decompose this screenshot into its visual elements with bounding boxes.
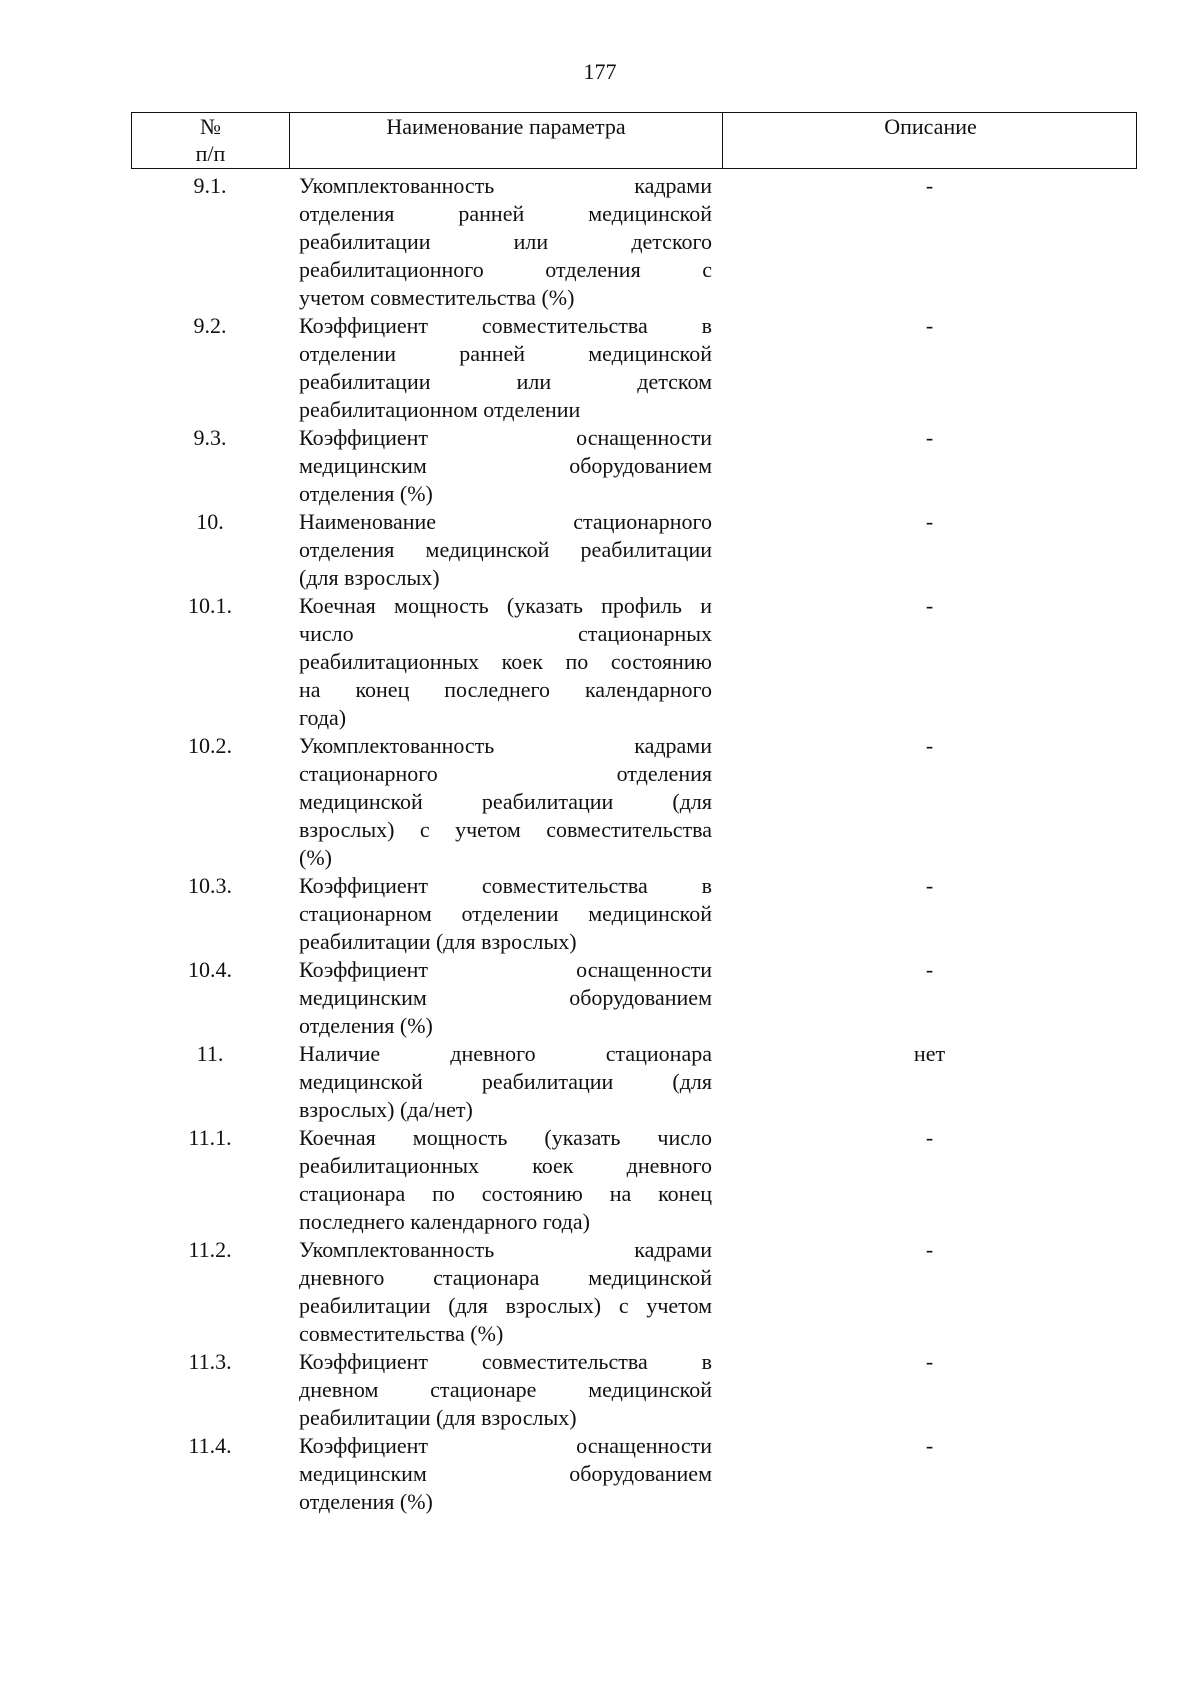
row-parameter-name (289, 1348, 722, 1432)
row-number: 11.3. (188, 1349, 232, 1374)
row-parameter-name (289, 592, 722, 732)
parameter-name-line: (%) (299, 845, 332, 870)
parameter-name-line: реабилитации (для взрослых) (299, 1405, 577, 1430)
parameter-name-line: Укомплектованность кадрами (299, 1237, 712, 1262)
parameter-name-line: (для взрослых) (299, 565, 440, 590)
parameter-name-line: Наличие дневного стационара (299, 1041, 712, 1066)
row-parameter-name (289, 1124, 722, 1236)
parameter-name-line: реабилитационного отделения с (299, 257, 712, 282)
row-description: - (925, 957, 934, 982)
row-parameter-name (289, 872, 722, 956)
parameter-name-line: Наименование стационарного (299, 509, 712, 534)
parameter-name-line: медицинской реабилитации (для (299, 1069, 712, 1094)
row-number: 9.3. (193, 425, 227, 450)
table-body (131, 172, 1137, 1516)
row-number: 10.3. (188, 873, 232, 898)
parameter-name-line: Коэффициент совместительства в (299, 873, 712, 898)
parameter-name-line: стационарного отделения (299, 761, 712, 786)
parameter-name-line: Коэффициент оснащенности (299, 425, 712, 450)
row-description: - (925, 173, 934, 198)
row-number: 10.2. (188, 733, 232, 758)
row-description: - (925, 425, 934, 450)
table-row (131, 872, 1137, 956)
parameter-name-line: Коечная мощность (указать число (299, 1125, 712, 1150)
table-row (131, 424, 1137, 508)
row-number: 9.2. (193, 313, 227, 338)
row-parameter-name (289, 508, 722, 592)
row-number: 10.1. (188, 593, 232, 618)
row-description: - (925, 1433, 934, 1458)
row-parameter-name (289, 732, 722, 872)
table-row (131, 956, 1137, 1040)
parameter-name-line: реабилитации или детском (299, 369, 712, 394)
parameter-name-line: последнего календарного года) (299, 1209, 590, 1234)
row-description: - (925, 1349, 934, 1374)
parameter-name-line: отделения ранней медицинской (299, 201, 712, 226)
row-description: - (925, 313, 934, 338)
row-number: 11. (196, 1041, 224, 1066)
row-number: 10. (196, 509, 224, 534)
parameter-name-line: дневном стационаре медицинской (299, 1377, 712, 1402)
row-description: - (925, 509, 934, 534)
parameter-name-line: года) (299, 705, 347, 730)
row-parameter-name (289, 172, 722, 312)
table-header (131, 112, 1137, 169)
parameter-name-line: отделении ранней медицинской (299, 341, 712, 366)
row-number: 11.2. (188, 1237, 232, 1262)
row-number: 10.4. (188, 957, 232, 982)
row-number: 9.1. (193, 173, 227, 198)
parameter-name-line: стационара по состоянию на конец (299, 1181, 712, 1206)
row-description: - (925, 733, 934, 758)
parameter-name-line: медицинским оборудованием (299, 453, 712, 478)
header-description-cell: Описание (884, 114, 977, 139)
parameter-name-line: отделения (%) (299, 1013, 433, 1038)
row-description: нет (913, 1041, 946, 1066)
parameter-name-line: учетом совместительства (%) (299, 285, 575, 310)
parameter-name-line: реабилитационном отделении (299, 397, 581, 422)
table-row (131, 1124, 1137, 1236)
parameter-name-line: реабилитации или детского (299, 229, 712, 254)
parameter-name-line: реабилитации (для взрослых) (299, 929, 577, 954)
header-name-cell: Наименование параметра (290, 113, 723, 168)
parameter-name-line: стационарном отделении медицинской (299, 901, 712, 926)
table-row (131, 732, 1137, 872)
parameter-name-line: Коечная мощность (указать профиль и (299, 593, 712, 618)
parameter-name-line: совместительства (%) (299, 1321, 504, 1346)
page-number: 177 (583, 59, 617, 84)
row-parameter-name (289, 956, 722, 1040)
row-number: 11.4. (188, 1433, 232, 1458)
parameter-name-line: реабилитации (для взрослых) с учетом (299, 1293, 712, 1318)
row-parameter-name (289, 1236, 722, 1348)
parameter-name-line: отделения медицинской реабилитации (299, 537, 712, 562)
parameter-name-line: медицинским оборудованием (299, 985, 712, 1010)
parameter-name-line: реабилитационных коек дневного (299, 1153, 712, 1178)
row-description: - (925, 873, 934, 898)
table-row (131, 312, 1137, 424)
row-parameter-name (289, 1432, 722, 1516)
header-number-cell: № п/п (132, 113, 290, 168)
parameter-name-line: медицинской реабилитации (для (299, 789, 712, 814)
row-description: - (925, 593, 934, 618)
parameter-name-line: медицинским оборудованием (299, 1461, 712, 1486)
row-parameter-name (289, 424, 722, 508)
row-description: - (925, 1125, 934, 1150)
parameter-name-line: число стационарных (299, 621, 712, 646)
table-row (131, 172, 1137, 312)
row-description: - (925, 1237, 934, 1262)
parameter-name-line: Укомплектованность кадрами (299, 733, 712, 758)
row-number: 11.1. (188, 1125, 232, 1150)
parameter-name-line: реабилитационных коек по состоянию (299, 649, 712, 674)
parameter-name-line: Коэффициент совместительства в (299, 1349, 712, 1374)
parameter-name-line: взрослых) с учетом совместительства (299, 817, 712, 842)
parameter-name-line: на конец последнего календарного (299, 677, 712, 702)
parameter-name-line: дневного стационара медицинской (299, 1265, 712, 1290)
parameter-name-line: Коэффициент совместительства в (299, 313, 712, 338)
parameter-name-line: Коэффициент оснащенности (299, 1433, 712, 1458)
table-row (131, 1040, 1137, 1124)
parameter-name-line: отделения (%) (299, 1489, 433, 1514)
row-parameter-name (289, 1040, 722, 1124)
parameter-name-line: Коэффициент оснащенности (299, 957, 712, 982)
row-parameter-name (289, 312, 722, 424)
table-row (131, 508, 1137, 592)
table-row (131, 1348, 1137, 1432)
parameter-name-line: взрослых) (да/нет) (299, 1097, 473, 1122)
table-row (131, 592, 1137, 732)
table-row (131, 1236, 1137, 1348)
table-row (131, 1432, 1137, 1516)
parameter-name-line: отделения (%) (299, 481, 433, 506)
parameter-name-line: Укомплектованность кадрами (299, 173, 712, 198)
